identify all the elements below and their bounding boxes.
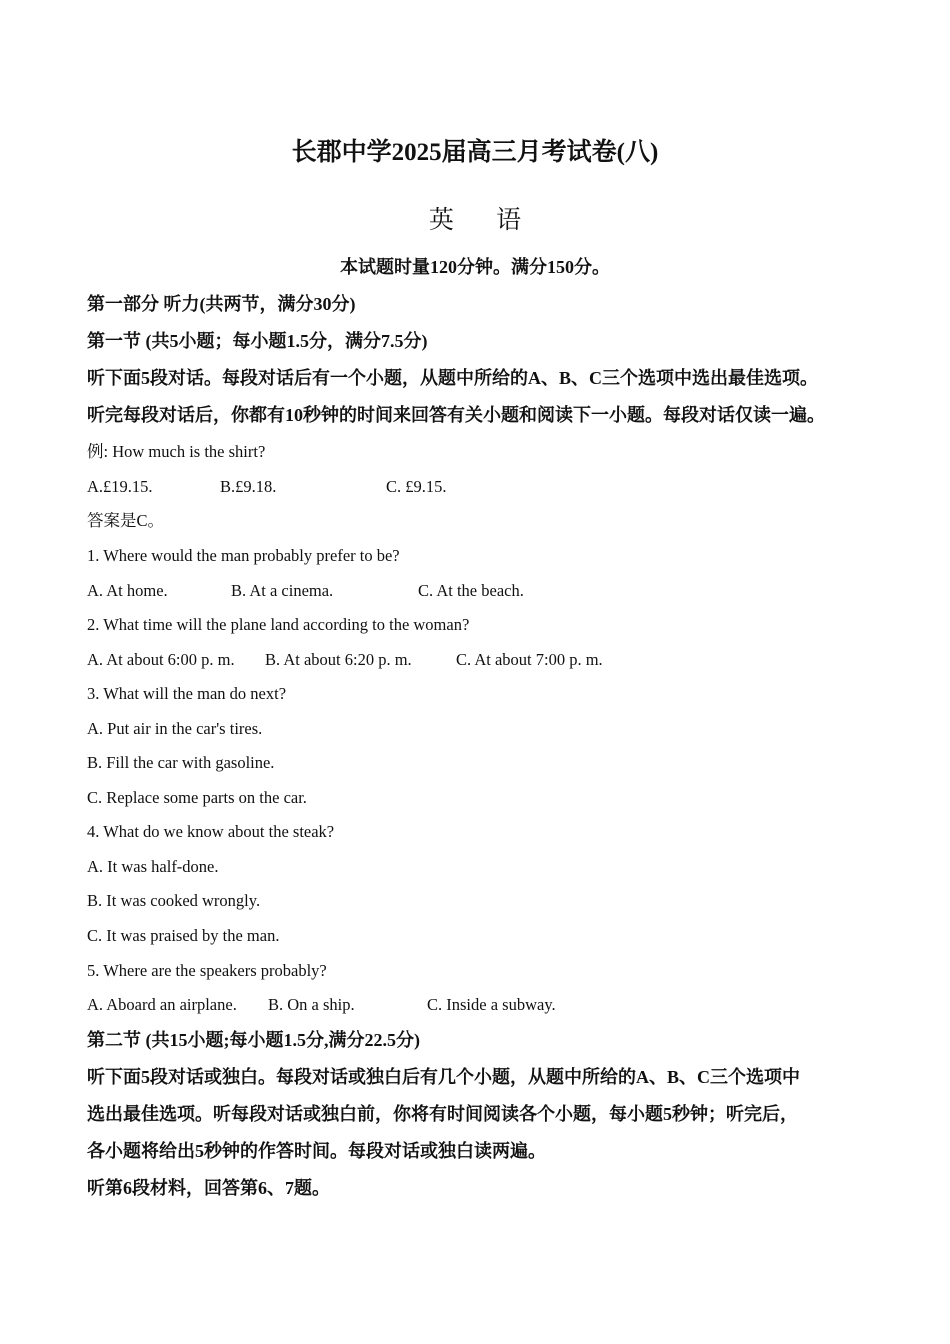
- question-3: 3. What will the man do next?: [87, 684, 287, 703]
- material-6-prompt: 听第6段材料，回答第6、7题。: [87, 1178, 330, 1198]
- example-option-a: A.£19.15.: [87, 477, 153, 496]
- section1-instruction-1: 听下面5段对话。每段对话后有一个小题，从题中所给的A、B、C三个选项中选出最佳选项。: [87, 368, 818, 388]
- example-options: [87, 476, 447, 498]
- question-5-options: [87, 994, 556, 1016]
- q5-option-a: A. Aboard an airplane.: [87, 995, 237, 1014]
- example-answer: 答案是C。: [87, 511, 165, 530]
- q2-option-a: A. At about 6:00 p. m.: [87, 650, 235, 669]
- section2-instruction-1: 听下面5段对话或独白。每段对话或独白后有几个小题，从题中所给的A、B、C三个选项中: [87, 1067, 800, 1087]
- question-1-options: [87, 580, 524, 602]
- section2-instruction-2: 选出最佳选项。听每段对话或独白前，你将有时间阅读各个小题，每小题5秒钟；听完后，: [87, 1104, 798, 1124]
- example-option-b: B.£9.18.: [220, 477, 277, 496]
- example-option-c: C. £9.15.: [386, 477, 447, 496]
- exam-title: 长郡中学2025届高三月考试卷(八): [291, 139, 659, 166]
- question-1: 1. Where would the man probably prefer to be?: [87, 546, 400, 565]
- section1-instruction-2: 听完每段对话后，你都有10秒钟的时间来回答有关小题和阅读下一小题。每段对话仅读一遍。: [87, 405, 825, 425]
- q1-option-a: A. At home.: [87, 581, 168, 600]
- q5-option-b: B. On a ship.: [268, 995, 355, 1014]
- q4-option-a: A. It was half-done.: [87, 857, 219, 876]
- exam-info: 本试题时量120分钟。满分150分。: [340, 257, 610, 277]
- question-4: 4. What do we know about the steak?: [87, 822, 335, 841]
- q1-option-b: B. At a cinema.: [231, 581, 334, 600]
- part1-heading: 第一部分 听力(共两节，满分30分): [87, 294, 356, 314]
- q1-option-c: C. At the beach.: [418, 581, 524, 600]
- q2-option-b: B. At about 6:20 p. m.: [265, 650, 412, 669]
- q3-option-c: C. Replace some parts on the car.: [87, 788, 307, 807]
- question-5: 5. Where are the speakers probably?: [87, 961, 327, 980]
- question-2: 2. What time will the plane land according to the woman?: [87, 615, 470, 634]
- question-2-options: [87, 649, 603, 671]
- q4-option-b: B. It was cooked wrongly.: [87, 891, 261, 910]
- subject-title: 英 语: [428, 207, 540, 234]
- section2-instruction-3: 各小题将给出5秒钟的作答时间。每段对话或独白读两遍。: [87, 1141, 546, 1161]
- q2-option-c: C. At about 7:00 p. m.: [456, 650, 603, 669]
- q4-option-c: C. It was praised by the man.: [87, 926, 280, 945]
- example-question: 例: How much is the shirt?: [87, 442, 266, 461]
- q5-option-c: C. Inside a subway.: [427, 995, 556, 1014]
- section1-heading: 第一节 (共5小题；每小题1.5分，满分7.5分): [87, 331, 428, 351]
- section2-heading: 第二节 (共15小题;每小题1.5分,满分22.5分): [87, 1030, 420, 1050]
- q3-option-a: A. Put air in the car's tires.: [87, 719, 263, 738]
- q3-option-b: B. Fill the car with gasoline.: [87, 753, 275, 772]
